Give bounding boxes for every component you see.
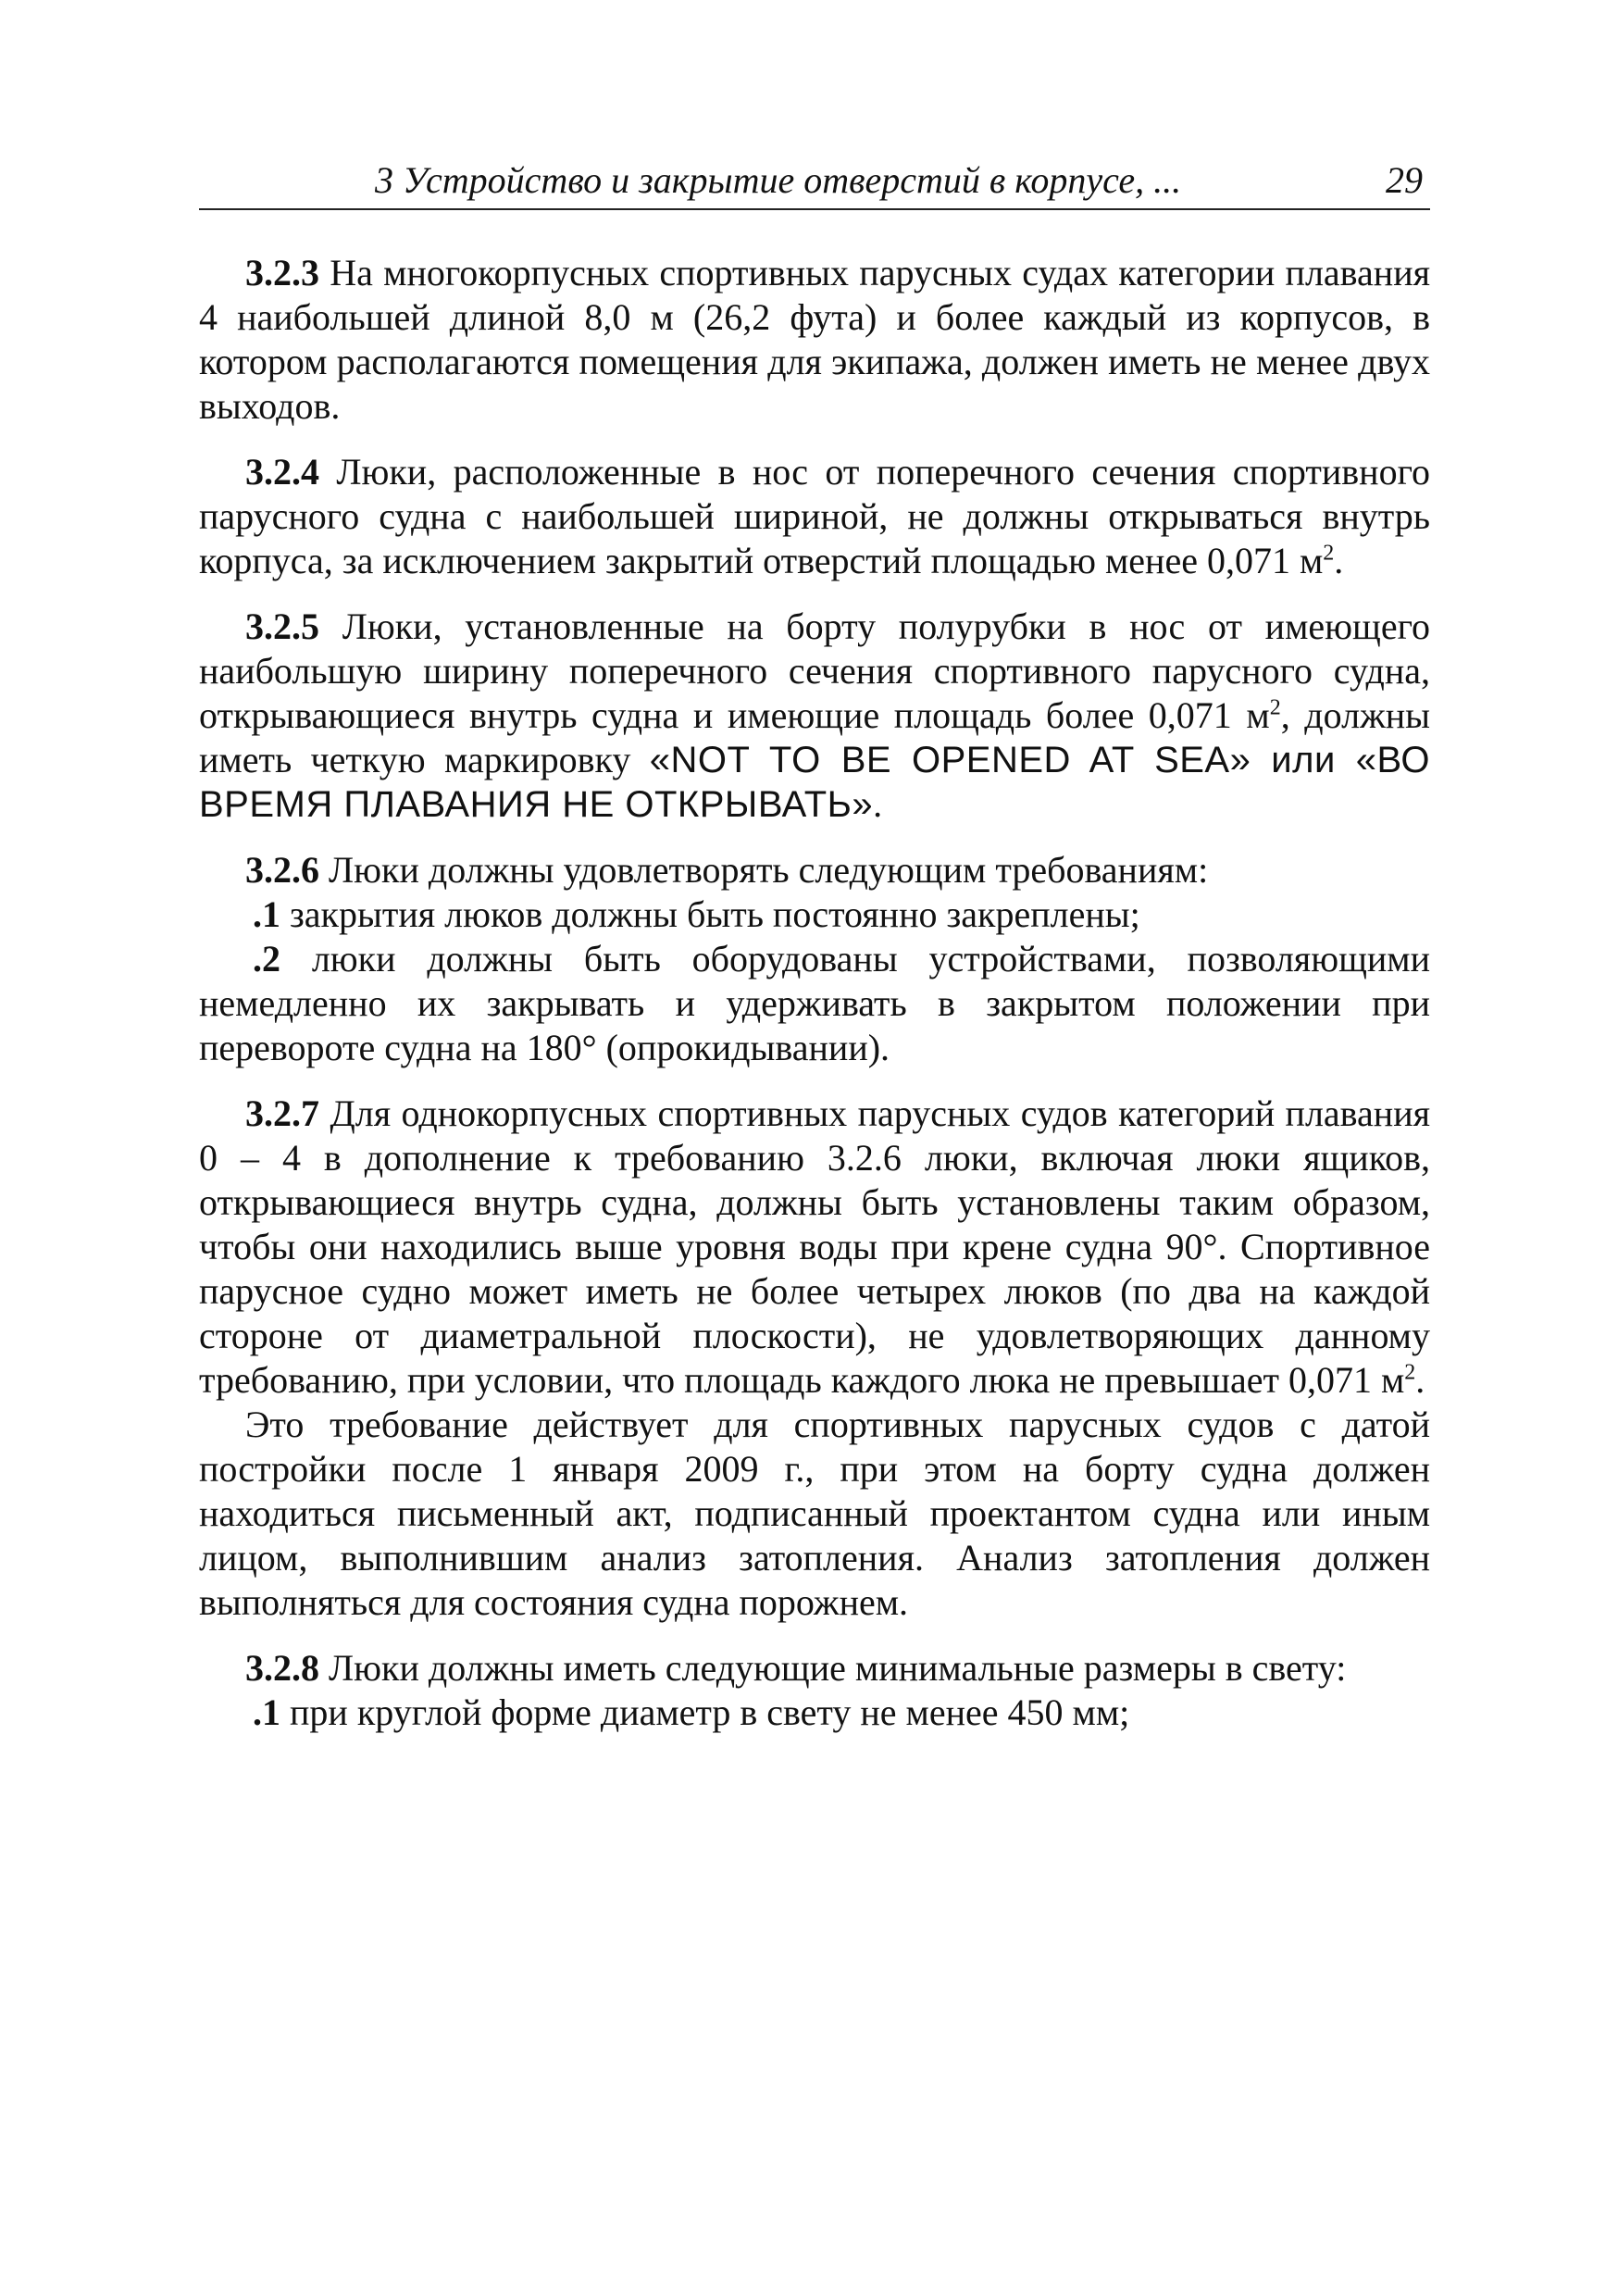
superscript: 2	[1404, 1360, 1416, 1385]
list-item-1-diameter	[199, 1691, 1430, 1735]
running-header-title: 3 Устройство и закрытие отверстий в корпусе, ...	[375, 159, 1182, 201]
document-body	[199, 251, 1430, 1735]
paragraph-3-2-8	[199, 1646, 1430, 1691]
clause-number: 3.2.8	[245, 1647, 319, 1689]
paragraph-3-2-3	[199, 251, 1430, 429]
paragraph-3-2-5	[199, 605, 1430, 827]
paragraph-text: Люки, расположенные в нос от поперечного сечения спортивного парусного судна с наибольшей шириной, не должны открываться внутрь корпуса, за исключением закрытий отверстий площадью менее 0,071 м	[199, 451, 1430, 581]
list-item-number: .2	[253, 938, 280, 980]
paragraph-text-continued: , должны иметь четкую маркировку	[199, 694, 1431, 780]
paragraph-text: Люки должны иметь следующие минимальные размеры в свету:	[319, 1647, 1347, 1689]
paragraph-note	[199, 1403, 1430, 1625]
list-item-text: люки должны быть оборудованы устройствами, позволяющими немедленно их закрывать и удерживать в закрытом положении при перевороте судна на 180° (опрокидывании).	[199, 938, 1430, 1068]
list-item-number: .1	[253, 893, 280, 935]
paragraph-3-2-7	[199, 1092, 1430, 1403]
clause-number: 3.2.3	[245, 252, 319, 293]
list-item-text: закрытия люков должны быть постоянно закреплены;	[280, 893, 1140, 935]
clause-number: 3.2.6	[245, 849, 319, 891]
clause-number: 3.2.4	[245, 451, 319, 493]
clause-number: 3.2.5	[245, 605, 319, 647]
list-item-number: .1	[253, 1691, 280, 1733]
page-number: 29	[1386, 159, 1423, 201]
list-item-1	[199, 892, 1430, 937]
paragraph-text: На многокорпусных спортивных парусных судах категории плавания 4 наибольшей длиной 8,0 м (26,2 фута) и более каждый из корпусов, в котором располагаются помещения для экипажа, должен иметь не менее двух выходов.	[199, 252, 1430, 427]
superscript: 2	[1323, 541, 1335, 566]
clause-number: 3.2.7	[245, 1092, 319, 1134]
paragraph-text: Для однокорпусных спортивных парусных судов категорий плавания 0 – 4 в дополнение к требованию 3.2.6 люки, включая люки ящиков, открывающиеся внутрь судна, должны быть установлены таким образом, чтобы они находились выше уровня воды при крене судна 90°. Спортивное парусное судно может иметь не более четырех люков (по два на каждой стороне от диаметральной плоскости), не удовлетворяющих данному требованию, при условии, что площадь каждого люка не превышает 0,071 м	[199, 1092, 1430, 1401]
paragraph-tail: .	[1415, 1359, 1425, 1401]
list-item-text: при круглой форме диаметр в свету не менее 450 мм;	[280, 1691, 1130, 1733]
paragraph-tail: .	[1334, 540, 1344, 581]
paragraph-text: Люки, установленные на борту полурубки в нос от имеющего наибольшую ширину поперечного сечения спортивного парусного судна, открывающиеся внутрь судна и имеющие площадь более 0,071 м	[199, 605, 1430, 736]
document-page	[199, 153, 1430, 1735]
paragraph-3-2-4	[199, 450, 1430, 583]
running-header	[199, 153, 1430, 210]
paragraph-text: Люки должны удовлетворять следующим требованиям:	[319, 849, 1209, 891]
superscript: 2	[1269, 695, 1281, 720]
paragraph-tail: .	[873, 783, 883, 825]
paragraph-text: Это требование действует для спортивных парусных судов с датой постройки после 1 января 2009 г., при этом на борту судна должен находиться письменный акт, подписанный проектантом судна или иным лицом, выполнившим анализ затопления. Анализ затопления должен выполняться для состояния судна порожнем.	[199, 1404, 1430, 1623]
list-item-2	[199, 937, 1430, 1070]
marking-text: «NOT TO BE OPENED AT SEA» или «ВО ВРЕМЯ ПЛАВАНИЯ НЕ ОТКРЫВАТЬ»	[199, 740, 1430, 825]
paragraph-3-2-6	[199, 848, 1430, 892]
